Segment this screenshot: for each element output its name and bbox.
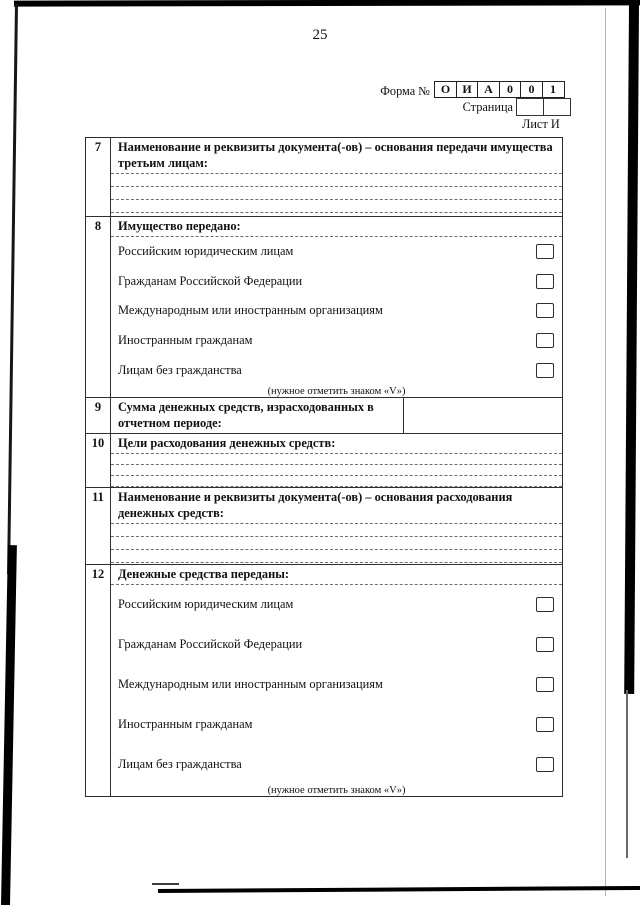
row-number: 8 xyxy=(86,217,111,397)
blank-write-line[interactable] xyxy=(111,537,562,550)
row-title: Наименование и реквизиты документа(-ов) – основания передачи имущества третьим лицам: xyxy=(111,138,562,174)
checkbox[interactable] xyxy=(536,363,554,378)
scan-edge-left xyxy=(7,4,18,574)
blank-write-line[interactable] xyxy=(111,454,562,465)
scan-fold-line xyxy=(605,8,606,896)
form-table xyxy=(85,137,563,797)
blank-write-line[interactable] xyxy=(111,465,562,476)
page-field-label: Страница xyxy=(462,100,513,114)
option-row xyxy=(111,296,562,326)
option-label: Гражданам Российской Федерации xyxy=(118,273,303,288)
checkbox[interactable] xyxy=(536,274,554,289)
row-title: Имущество передано: xyxy=(111,217,562,237)
row-title: Цели расходования денежных средств: xyxy=(111,434,562,454)
checkbox[interactable] xyxy=(536,637,554,652)
option-row xyxy=(111,585,562,625)
option-label: Гражданам Российской Федерации xyxy=(118,637,303,652)
checkbox[interactable] xyxy=(536,757,554,772)
option-row xyxy=(111,625,562,665)
form-code-box: 0 xyxy=(520,81,543,98)
sheet-label: Лист И xyxy=(522,117,560,131)
table-row-11 xyxy=(86,488,562,565)
scan-edge-bottom-dash xyxy=(152,883,179,885)
checkbox[interactable] xyxy=(536,597,554,612)
option-label: Международным или иностранным организациям xyxy=(118,303,383,318)
form-number-boxes xyxy=(434,81,565,98)
table-row-7 xyxy=(86,138,562,217)
scan-edge-right-thin xyxy=(626,690,628,858)
row-title: Сумма денежных средств, израсходованных в отчетном периоде: xyxy=(111,398,404,433)
row-number: 7 xyxy=(86,138,111,216)
option-row xyxy=(111,326,562,356)
row-number: 12 xyxy=(86,565,111,796)
row-number: 10 xyxy=(86,434,111,487)
blank-write-line[interactable] xyxy=(111,524,562,537)
page-box[interactable] xyxy=(516,98,544,116)
blank-write-line[interactable] xyxy=(111,476,562,487)
table-row-8 xyxy=(86,217,562,398)
checkbox[interactable] xyxy=(536,244,554,259)
checkbox[interactable] xyxy=(536,303,554,318)
option-row xyxy=(111,355,562,385)
mark-note: (нужное отметить знаком «V») xyxy=(267,386,406,397)
scan-edge-bottom xyxy=(158,886,640,893)
form-code-box: И xyxy=(456,81,479,98)
option-row xyxy=(111,267,562,297)
form-code-box: 1 xyxy=(542,81,565,98)
blank-write-line[interactable] xyxy=(111,187,562,200)
page-number: 25 xyxy=(312,27,328,43)
option-row xyxy=(111,665,562,705)
option-row xyxy=(111,704,562,744)
option-label: Иностранным гражданам xyxy=(118,333,253,348)
page-field-boxes xyxy=(516,98,571,116)
scan-edge-right xyxy=(624,4,639,694)
form-code-box: 0 xyxy=(499,81,522,98)
row-number: 9 xyxy=(86,398,111,433)
table-row-10 xyxy=(86,434,562,488)
blank-write-line[interactable] xyxy=(111,200,562,213)
option-row xyxy=(111,237,562,267)
option-label: Иностранным гражданам xyxy=(118,716,253,731)
checkbox[interactable] xyxy=(536,333,554,348)
checkbox[interactable] xyxy=(536,677,554,692)
blank-write-line[interactable] xyxy=(111,550,562,563)
page-box[interactable] xyxy=(543,98,571,116)
blank-write-line[interactable] xyxy=(111,174,562,187)
option-row xyxy=(111,744,562,784)
option-label: Международным или иностранным организациям xyxy=(118,676,383,691)
option-label: Российским юридическим лицам xyxy=(118,597,294,612)
form-number-label: Форма № xyxy=(380,84,430,98)
form-code-box: О xyxy=(434,81,457,98)
form-code-box: А xyxy=(477,81,500,98)
scan-edge-top xyxy=(14,0,640,7)
table-row-12 xyxy=(86,565,562,796)
checkbox[interactable] xyxy=(536,717,554,732)
row-title: Наименование и реквизиты документа(-ов) – основания расходования денежных средств: xyxy=(111,488,562,524)
option-label: Российским юридическим лицам xyxy=(118,244,294,259)
row-title: Денежные средства переданы: xyxy=(111,565,562,585)
option-label: Лицам без гражданства xyxy=(118,362,242,377)
option-label: Лицам без гражданства xyxy=(118,756,242,771)
mark-note: (нужное отметить знаком «V») xyxy=(267,785,406,796)
sum-value-cell[interactable] xyxy=(404,398,562,433)
table-row-9 xyxy=(86,398,562,434)
scan-edge-left-thick xyxy=(1,545,17,905)
row-number: 11 xyxy=(86,488,111,564)
